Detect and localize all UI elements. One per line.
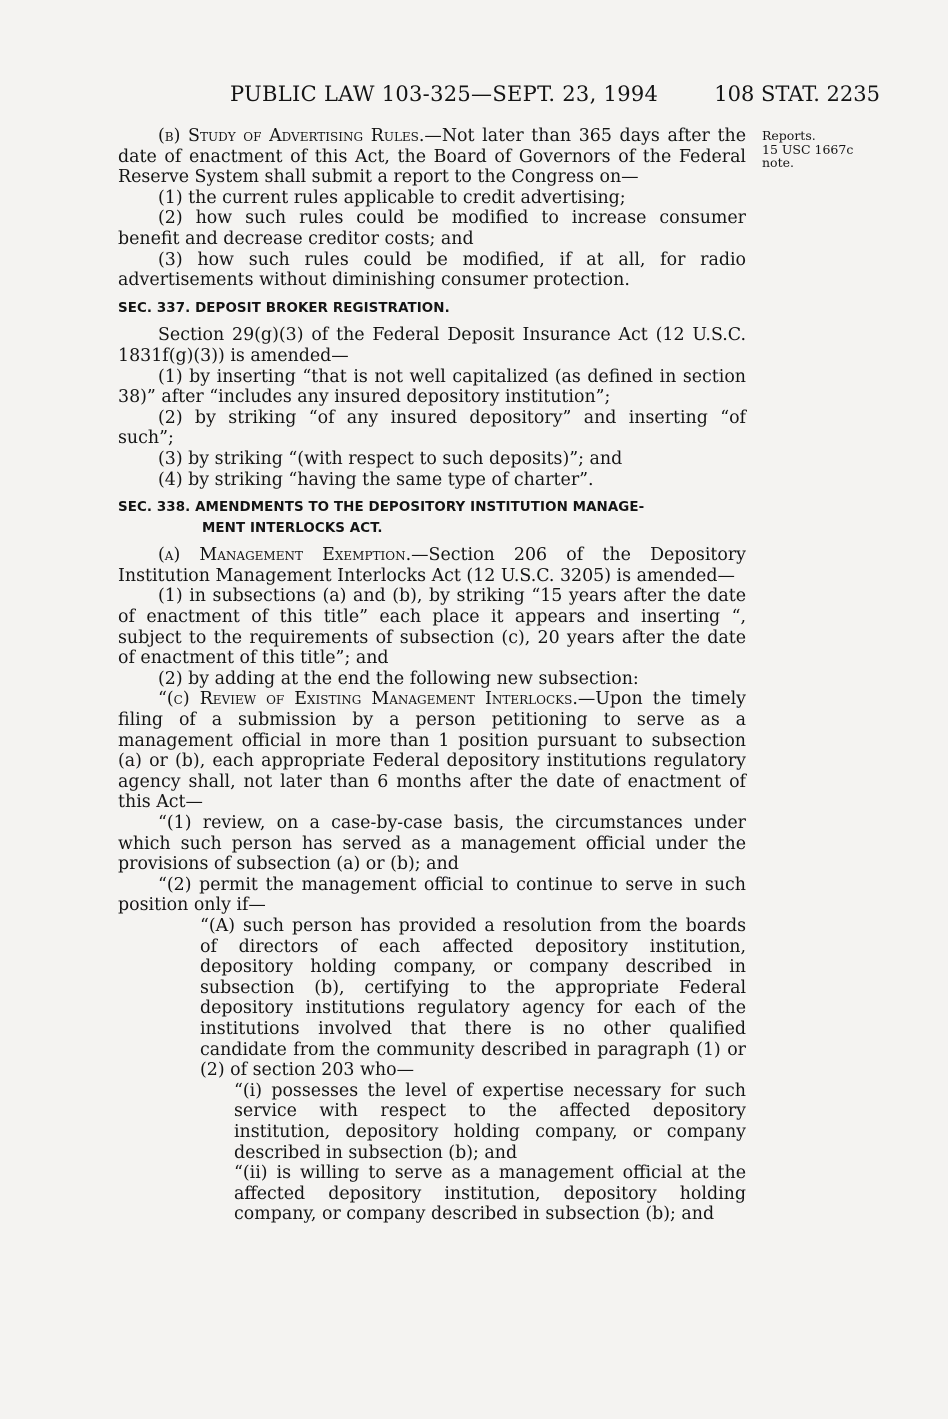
quoted-paragraph: “(1) review, on a case-by-case basis, the circumstances under which such person has served as a management official under the provisions of subsection (a) or (b); and xyxy=(118,813,746,875)
subsection-a xyxy=(118,545,746,586)
section-heading xyxy=(118,498,746,539)
paragraph-item: (3) by striking “(with respect to such deposits)”; and xyxy=(158,448,623,469)
quoted-paragraph: “(2) permit the management official to continue to serve in such position only if— xyxy=(118,874,746,916)
paragraph-item: (2) by adding at the end the following new subsection: xyxy=(158,668,639,689)
section-intro: Section 29(g)(3) of the Federal Deposit Insurance Act (12 U.S.C. 1831f(g)(3)) is amended— xyxy=(118,325,746,366)
subsection-text: —Section 206 of the Depository Institution Management Interlocks Act (12 U.S.C. 3205) is amended— xyxy=(118,545,746,586)
paragraph-item: (3) how such rules could be modified, if at all, for radio advertisements without diminishing consumer protection. xyxy=(118,249,746,291)
paragraph-item: (1) by inserting “that is not well capitalized (as defined in section 38)” after “includes any insured depository institution”; xyxy=(118,366,746,408)
section-heading-line: MENT INTERLOCKS ACT. xyxy=(202,520,383,536)
margin-note xyxy=(762,129,912,170)
document-body xyxy=(118,126,746,1225)
margin-note-line: note. xyxy=(762,155,794,170)
quoted-clause-ii: “(ii) is willing to serve as a management official at the affected depository institution, depository holding company, or company described in subsection (b); and xyxy=(234,1163,746,1225)
paragraph-item: (4) by striking “having the same type of charter”. xyxy=(158,469,594,490)
paragraph-item: (2) how such rules could be modified to increase consumer benefit and decrease creditor costs; and xyxy=(118,208,746,249)
margin-note-line: 15 USC 1667c xyxy=(762,141,854,157)
quoted-heading: “(c) Review of Existing Management Interlocks. xyxy=(158,689,578,710)
section-heading-line: SEC. 338. AMENDMENTS TO THE DEPOSITORY INSTITUTION MANAGE- xyxy=(118,500,645,516)
page-header xyxy=(120,82,880,114)
paragraph-item: (1) the current rules applicable to credit advertising; xyxy=(158,187,626,208)
paragraph-item: (2) by striking “of any insured depository” and inserting “of such”; xyxy=(118,407,746,449)
subsection-text: —Not later than 365 days after the date of enactment of this Act, the Board of Governors of the Federal Reserve System shall submit a report to the Congress on— xyxy=(118,126,746,188)
subsection-heading: (b) Study of Advertising Rules. xyxy=(158,126,425,146)
quoted-subparagraph-a: “(A) such person has provided a resolution from the boards of directors of each affected depository institution, depository holding company, or company described in subsection (b), certifying to the appropriate Federal depository institutions regulatory agency for each of the institutions involved that there is no other qualified candidate from the community described in paragraph (1) or (2) of section 203 who— xyxy=(200,915,746,1081)
subsection-b xyxy=(118,126,746,188)
subsection-heading: (a) Management Exemption. xyxy=(158,545,412,566)
section-heading: SEC. 337. DEPOSIT BROKER REGISTRATION. xyxy=(118,300,450,316)
quoted-text: —Upon the timely filing of a submission by a person petitioning to serve as a management official in more than 1 position pursuant to subsection (a) or (b), each appropriate Federal depository institutions regulatory agency shall, not later than 6 months after the date of enactment of this Act— xyxy=(118,689,747,813)
quoted-subsection-c xyxy=(118,689,746,813)
margin-note-line: Reports. xyxy=(762,128,816,143)
paragraph-item: (1) in subsections (a) and (b), by striking “15 years after the date of enactment of this title” each place it appears and inserting “, subject to the requirements of subsection (c), 20 years after the date of enactment of this title”; and xyxy=(118,586,746,669)
header-stat-page: 108 STAT. 2235 xyxy=(714,82,880,106)
quoted-clause-i: “(i) possesses the level of expertise necessary for such service with respect to the affected depository institution, depository holding company, or company described in subsection (b); and xyxy=(234,1080,746,1163)
header-title: PUBLIC LAW 103-325—SEPT. 23, 1994 xyxy=(230,82,659,106)
